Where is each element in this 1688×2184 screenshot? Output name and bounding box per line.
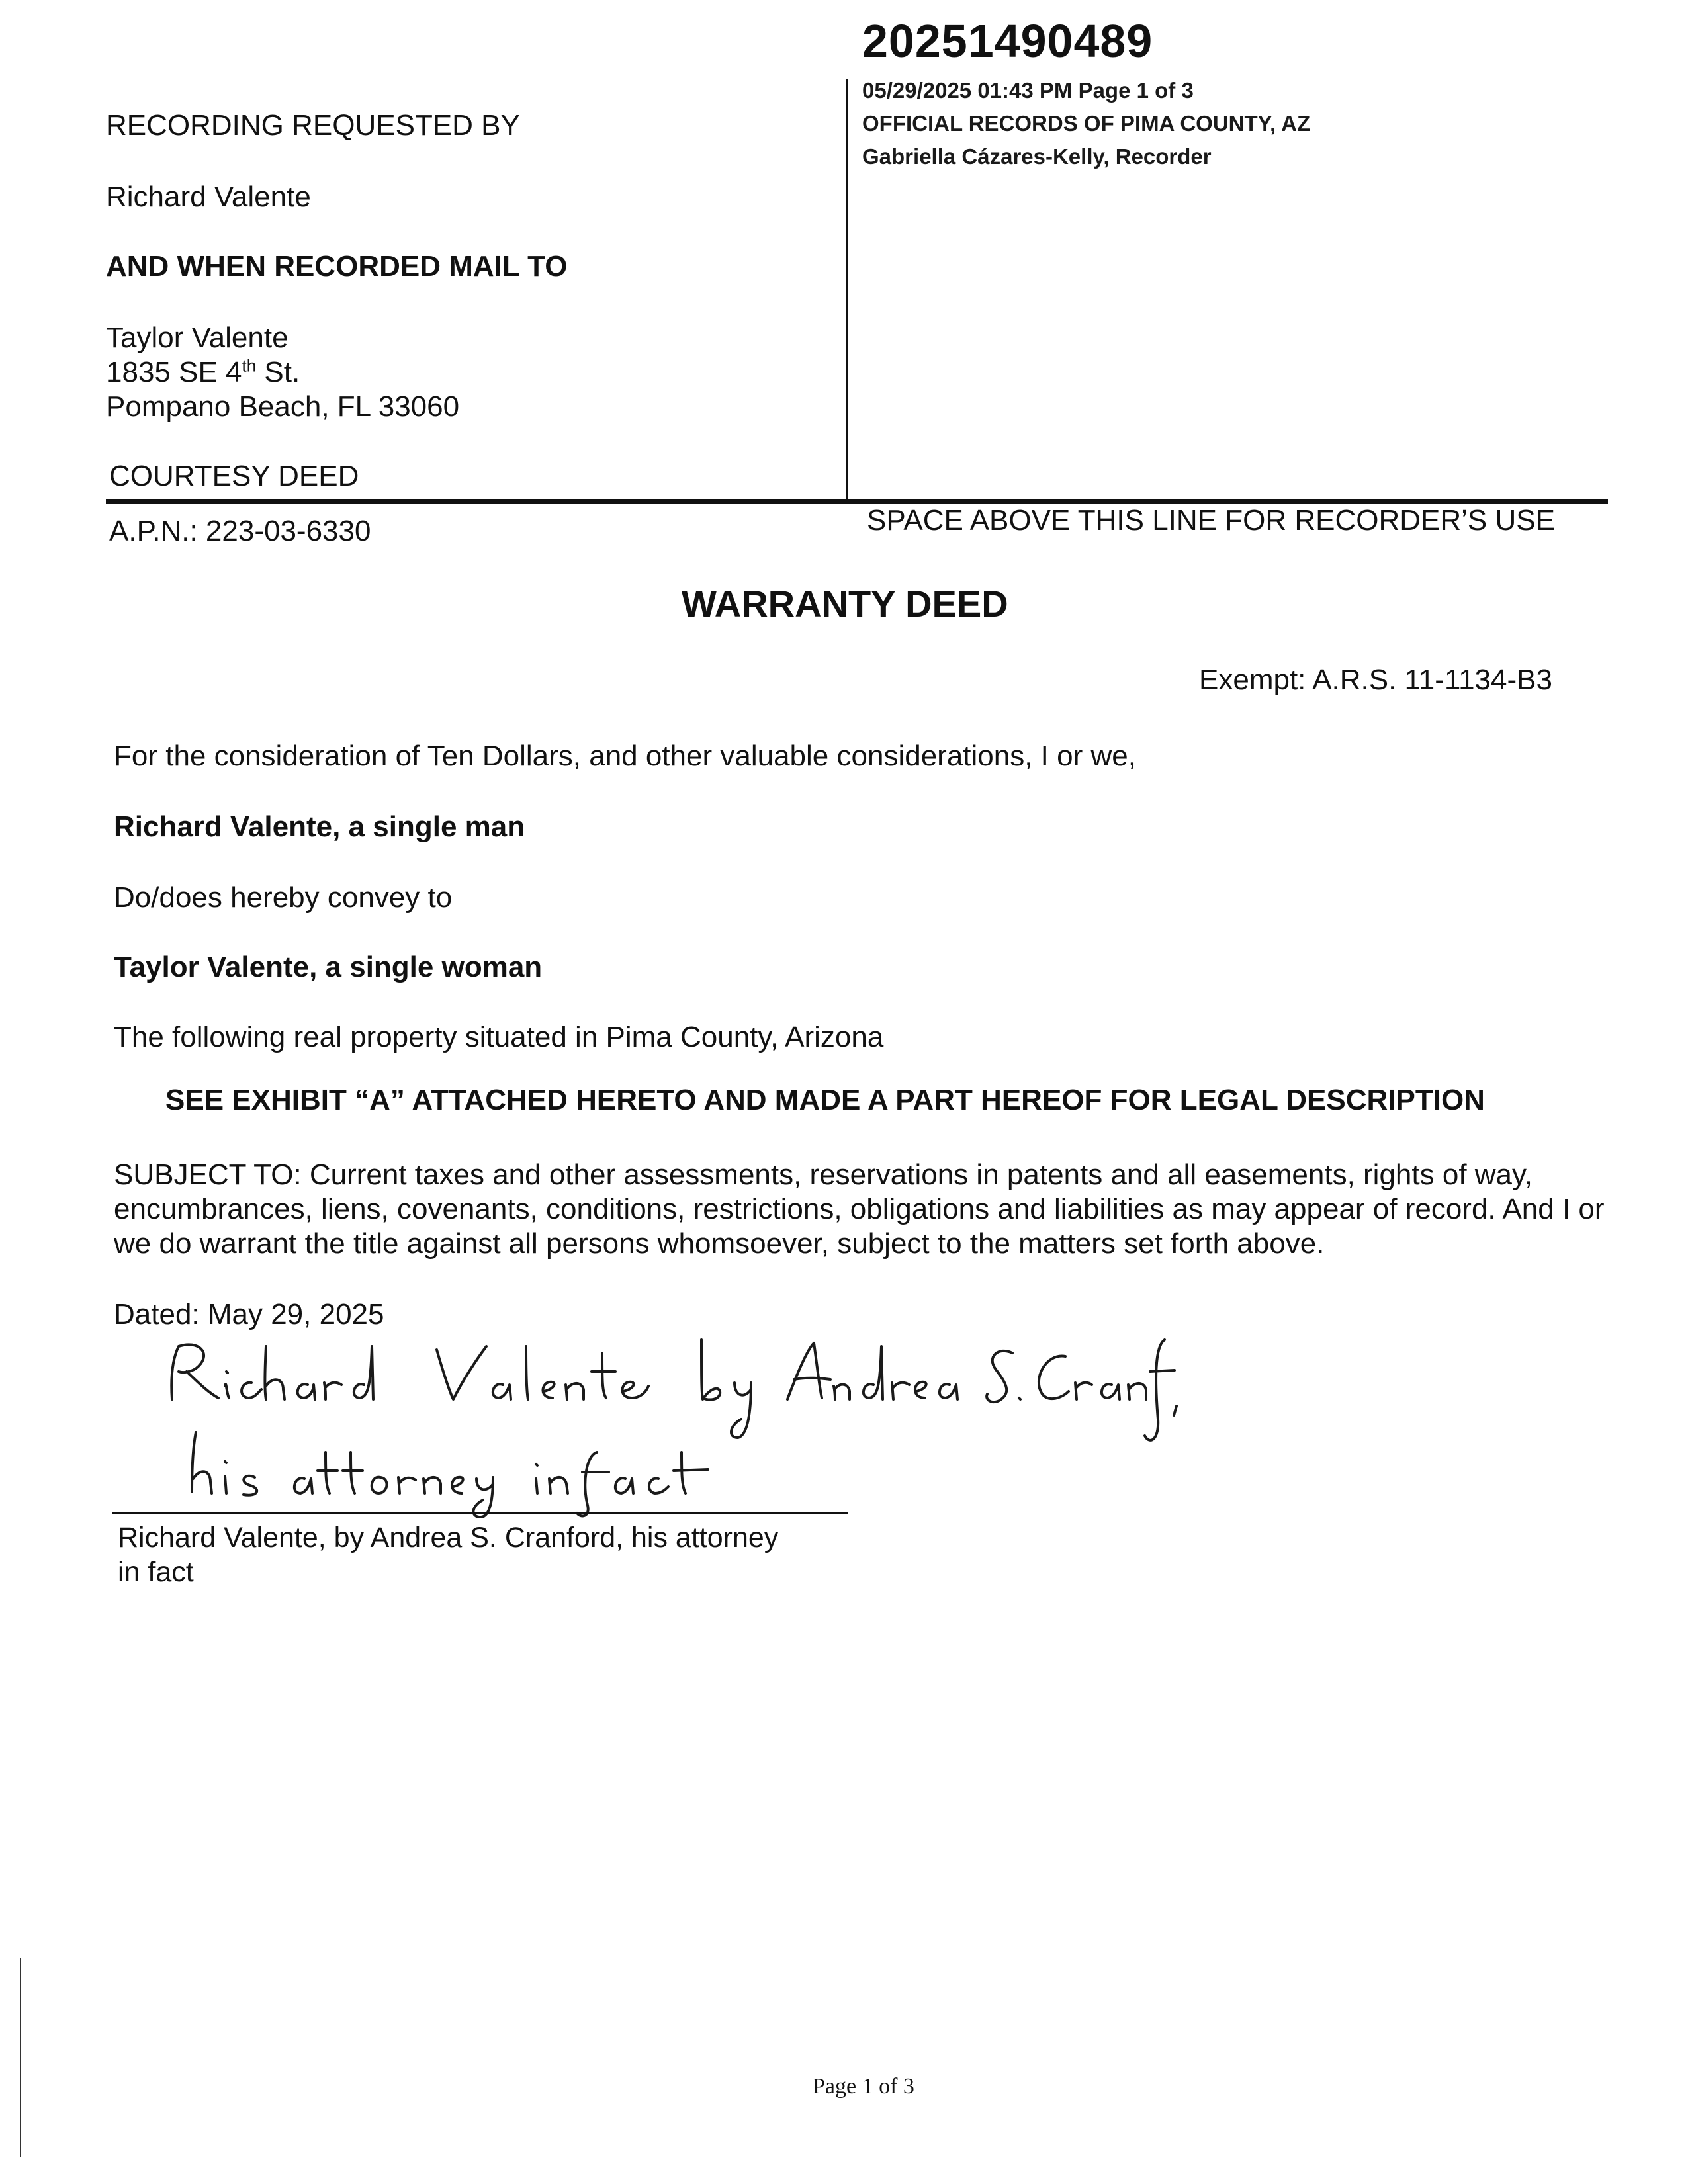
property-location: The following real property situated in Pima County, Arizona <box>114 1021 884 1053</box>
apn-number: A.P.N.: 223-03-6330 <box>109 515 371 547</box>
exemption-code: Exempt: A.R.S. 11-1134-B3 <box>1199 664 1552 696</box>
grantor-name: Richard Valente, a single man <box>114 810 525 843</box>
mail-street-suffix: th <box>242 355 257 376</box>
convey-clause: Do/does hereby convey to <box>114 881 453 914</box>
signer-printed-name-continued: in fact <box>118 1556 194 1588</box>
header-divider-vertical <box>846 79 848 503</box>
recorder-name: Gabriella Cázares-Kelly, Recorder <box>862 144 1212 169</box>
requested-by-name: Richard Valente <box>106 181 311 213</box>
signer-printed-name: Richard Valente, by Andrea S. Cranford, his attorney <box>118 1522 779 1553</box>
document-title: WARRANTY DEED <box>682 583 1008 625</box>
mail-to-name: Taylor Valente <box>106 322 289 354</box>
subject-to-clause: SUBJECT TO: Current taxes and other assessments, reservations in patents and all easements, rights of way, encumbrances, liens, covenants, conditions, restrictions, obligations and liabilities as may appear of record. And I or we do warrant the title against all persons whomsoever, subject to the matters set forth above. <box>114 1158 1605 1260</box>
mail-to-street <box>106 356 300 389</box>
exhibit-reference: SEE EXHIBIT “A” ATTACHED HERETO AND MADE A PART HEREOF FOR LEGAL DESCRIPTION <box>165 1084 1485 1116</box>
consideration-clause: For the consideration of Ten Dollars, and other valuable considerations, I or we, <box>114 740 1136 772</box>
requested-by-label: RECORDING REQUESTED BY <box>106 109 520 142</box>
mail-to-city: Pompano Beach, FL 33060 <box>106 390 460 423</box>
recorder-use-label: SPACE ABOVE THIS LINE FOR RECORDER’S USE <box>867 504 1555 537</box>
grantee-name: Taylor Valente, a single woman <box>114 951 543 983</box>
scan-edge-mark <box>20 1958 21 2157</box>
dated-line: Dated: May 29, 2025 <box>114 1298 384 1331</box>
handwritten-signature <box>152 1320 1184 1518</box>
recorder-use-line <box>106 499 1608 504</box>
page-number: Page 1 of 3 <box>813 2074 914 2099</box>
mail-street-type: St. <box>256 356 300 388</box>
courtesy-deed-label: COURTESY DEED <box>109 460 359 492</box>
mail-street-number: 1835 SE 4 <box>106 356 242 388</box>
signature-line <box>112 1512 848 1514</box>
recording-number: 20251490489 <box>862 15 1153 67</box>
official-records-label: OFFICIAL RECORDS OF PIMA COUNTY, AZ <box>862 111 1311 136</box>
mail-to-label: AND WHEN RECORDED MAIL TO <box>106 250 568 283</box>
recording-timestamp: 05/29/2025 01:43 PM Page 1 of 3 <box>862 78 1194 103</box>
